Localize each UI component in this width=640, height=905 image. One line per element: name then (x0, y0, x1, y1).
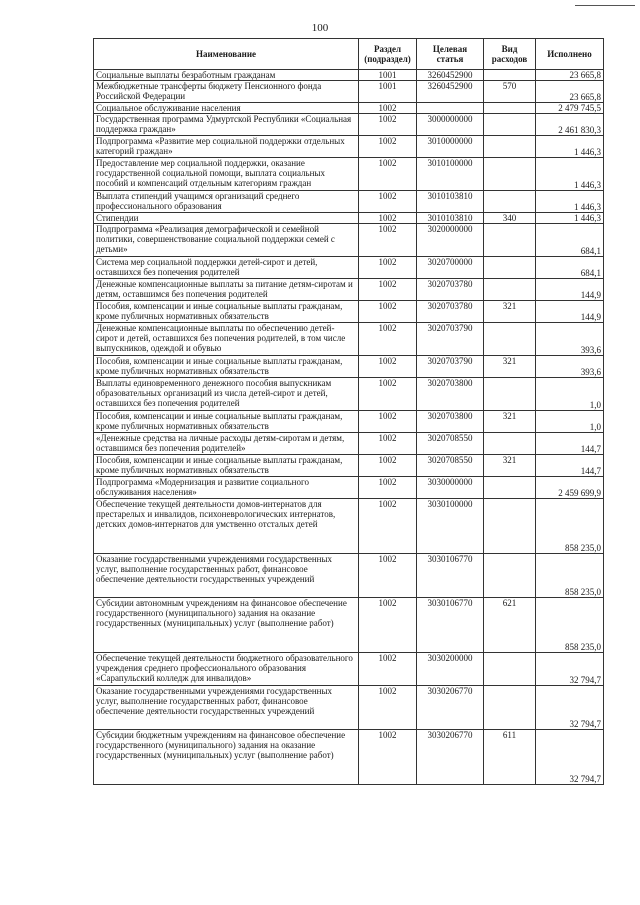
cell-done: 858 235,0 (536, 598, 604, 653)
cell-target: 3020700000 (417, 257, 484, 279)
cell-target: 3020703790 (417, 323, 484, 356)
top-edge-line (575, 5, 635, 6)
cell-target: 3020703800 (417, 378, 484, 411)
cell-done: 2 479 745,5 (536, 103, 604, 114)
cell-section: 1002 (359, 191, 417, 213)
cell-name: «Денежные средства на личные расходы детям-сиротам и детям, оставшимся без попечения родителей» (94, 433, 359, 455)
cell-done: 684,1 (536, 257, 604, 279)
table-row (94, 158, 604, 191)
cell-name: Выплата стипендий учащимся организаций среднего профессионального образования (94, 191, 359, 213)
cell-name: Межбюджетные трансферты бюджету Пенсионного фонда Российской Федерации (94, 81, 359, 103)
header-section: Раздел (подраздел) (359, 39, 417, 70)
cell-target (417, 103, 484, 114)
cell-name: Стипендии (94, 213, 359, 224)
cell-kind: 321 (484, 356, 536, 378)
cell-kind: 570 (484, 81, 536, 103)
cell-kind: 340 (484, 213, 536, 224)
table-row (94, 499, 604, 554)
cell-kind (484, 554, 536, 598)
cell-target: 3010103810 (417, 191, 484, 213)
cell-target: 3020708550 (417, 455, 484, 477)
cell-done: 1 446,3 (536, 158, 604, 191)
table-header-row (94, 39, 604, 70)
header-name: Наименование (94, 39, 359, 70)
cell-target: 3030000000 (417, 477, 484, 499)
cell-name: Обеспечение текущей деятельности бюджетного образовательного учреждения среднего профессионального образования «Сарапульский колледж для инвалидов» (94, 653, 359, 686)
table-row (94, 730, 604, 785)
cell-name: Пособия, компенсации и иные социальные выплаты гражданам, кроме публичных нормативных обязательств (94, 411, 359, 433)
cell-name: Субсидии бюджетным учреждениям на финансовое обеспечение государственного (муниципального) задания на оказание государственных (муниципальных) услуг (выполнение работ) (94, 730, 359, 785)
cell-kind (484, 378, 536, 411)
cell-kind: 611 (484, 730, 536, 785)
cell-done: 144,7 (536, 433, 604, 455)
cell-name: Выплаты единовременного денежного пособия выпускникам образовательных организаций из числа детей-сирот и детей, оставшихся без попечения родителей (94, 378, 359, 411)
cell-section: 1002 (359, 213, 417, 224)
cell-section: 1002 (359, 323, 417, 356)
cell-target: 3020703790 (417, 356, 484, 378)
cell-section: 1002 (359, 653, 417, 686)
cell-section: 1002 (359, 686, 417, 730)
cell-kind (484, 103, 536, 114)
table-row (94, 191, 604, 213)
cell-target: 3030106770 (417, 554, 484, 598)
cell-kind (484, 433, 536, 455)
cell-target: 3020703800 (417, 411, 484, 433)
cell-kind (484, 191, 536, 213)
cell-kind (484, 686, 536, 730)
cell-done: 858 235,0 (536, 554, 604, 598)
cell-name: Пособия, компенсации и иные социальные выплаты гражданам, кроме публичных нормативных обязательств (94, 455, 359, 477)
cell-kind: 321 (484, 301, 536, 323)
cell-target: 3020703780 (417, 279, 484, 301)
cell-kind (484, 323, 536, 356)
cell-done: 144,9 (536, 301, 604, 323)
cell-done: 1 446,3 (536, 191, 604, 213)
cell-kind: 621 (484, 598, 536, 653)
table-row (94, 455, 604, 477)
cell-name: Подпрограмма «Модернизация и развитие социального обслуживания населения» (94, 477, 359, 499)
table-row (94, 114, 604, 136)
cell-done: 393,6 (536, 356, 604, 378)
cell-name: Государственная программа Удмуртской Республики «Социальная поддержка граждан» (94, 114, 359, 136)
cell-done: 1 446,3 (536, 213, 604, 224)
cell-name: Система мер социальной поддержки детей-сирот и детей, оставшихся без попечения родителей (94, 257, 359, 279)
cell-target: 3020703780 (417, 301, 484, 323)
cell-section: 1002 (359, 224, 417, 257)
cell-kind: 321 (484, 411, 536, 433)
cell-done: 2 459 699,9 (536, 477, 604, 499)
cell-name: Пособия, компенсации и иные социальные выплаты гражданам, кроме публичных нормативных обязательств (94, 356, 359, 378)
cell-section: 1002 (359, 114, 417, 136)
table-row (94, 213, 604, 224)
cell-section: 1002 (359, 455, 417, 477)
cell-name: Оказание государственными учреждениями государственных услуг, выполнение государственных работ, финансовое обеспечение деятельности государственных учреждений (94, 686, 359, 730)
cell-name: Подпрограмма «Реализация демографической и семейной политики, совершенствование социальной поддержки семей с детьми» (94, 224, 359, 257)
cell-kind (484, 136, 536, 158)
cell-kind (484, 499, 536, 554)
cell-target: 3030206770 (417, 730, 484, 785)
cell-name: Пособия, компенсации и иные социальные выплаты гражданам, кроме публичных нормативных обязательств (94, 301, 359, 323)
cell-done: 23 665,8 (536, 70, 604, 81)
table-row (94, 598, 604, 653)
cell-target: 3030200000 (417, 653, 484, 686)
cell-section: 1001 (359, 70, 417, 81)
cell-section: 1002 (359, 411, 417, 433)
cell-name: Оказание государственными учреждениями государственных услуг, выполнение государственных работ, финансовое обеспечение деятельности государственных учреждений (94, 554, 359, 598)
header-done: Исполнено (536, 39, 604, 70)
cell-done: 23 665,8 (536, 81, 604, 103)
cell-target: 3260452900 (417, 81, 484, 103)
cell-section: 1002 (359, 279, 417, 301)
cell-done: 144,9 (536, 279, 604, 301)
cell-done: 2 461 830,3 (536, 114, 604, 136)
cell-target: 3000000000 (417, 114, 484, 136)
cell-section: 1002 (359, 103, 417, 114)
cell-name: Денежные компенсационные выплаты по обеспечению детей-сирот и детей, оставшихся без попечения родителей, в том числе выпускников, одеждой и обувью (94, 323, 359, 356)
table-row (94, 81, 604, 103)
cell-section: 1002 (359, 477, 417, 499)
table-row (94, 433, 604, 455)
cell-done: 32 794,7 (536, 653, 604, 686)
table-row (94, 686, 604, 730)
cell-section: 1002 (359, 378, 417, 411)
cell-kind (484, 477, 536, 499)
cell-name: Социальные выплаты безработным гражданам (94, 70, 359, 81)
table-row (94, 224, 604, 257)
cell-done: 393,6 (536, 323, 604, 356)
table-row (94, 301, 604, 323)
table-row (94, 653, 604, 686)
cell-done: 858 235,0 (536, 499, 604, 554)
page-number: 100 (311, 22, 329, 34)
cell-section: 1002 (359, 499, 417, 554)
cell-name: Социальное обслуживание населения (94, 103, 359, 114)
table-row (94, 378, 604, 411)
cell-target: 3010100000 (417, 158, 484, 191)
cell-name: Субсидии автономным учреждениям на финансовое обеспечение государственного (муниципального) задания на оказание государственных (муниципальных) услуг (выполнение работ) (94, 598, 359, 653)
cell-name: Денежные компенсационные выплаты за питание детям-сиротам и детям, оставшимся без попечения родителей (94, 279, 359, 301)
table-row (94, 279, 604, 301)
cell-done: 684,1 (536, 224, 604, 257)
table-row (94, 70, 604, 81)
cell-kind (484, 653, 536, 686)
table-row (94, 477, 604, 499)
cell-done: 1,0 (536, 378, 604, 411)
table-row (94, 411, 604, 433)
cell-name: Подпрограмма «Развитие мер социальной поддержки отдельных категорий граждан» (94, 136, 359, 158)
cell-target: 3020000000 (417, 224, 484, 257)
cell-done: 144,7 (536, 455, 604, 477)
cell-kind (484, 158, 536, 191)
cell-target: 3020708550 (417, 433, 484, 455)
cell-name: Предоставление мер социальной поддержки, оказание государственной социальной помощи, выплата социальных пособий и компенсаций отдельным категориям граждан (94, 158, 359, 191)
cell-section: 1002 (359, 301, 417, 323)
cell-kind (484, 224, 536, 257)
cell-target: 3030100000 (417, 499, 484, 554)
header-kind: Вид расходов (484, 39, 536, 70)
table-row (94, 103, 604, 114)
cell-section: 1002 (359, 598, 417, 653)
cell-section: 1002 (359, 136, 417, 158)
cell-target: 3010000000 (417, 136, 484, 158)
cell-section: 1002 (359, 433, 417, 455)
cell-kind (484, 70, 536, 81)
cell-section: 1001 (359, 81, 417, 103)
budget-table (93, 38, 604, 785)
table-row (94, 554, 604, 598)
cell-section: 1002 (359, 356, 417, 378)
cell-section: 1002 (359, 158, 417, 191)
cell-target: 3010103810 (417, 213, 484, 224)
cell-target: 3260452900 (417, 70, 484, 81)
cell-done: 1,0 (536, 411, 604, 433)
table-row (94, 323, 604, 356)
cell-section: 1002 (359, 554, 417, 598)
cell-kind (484, 114, 536, 136)
cell-done: 1 446,3 (536, 136, 604, 158)
header-target: Целевая статья (417, 39, 484, 70)
cell-target: 3030206770 (417, 686, 484, 730)
table-row (94, 257, 604, 279)
table-row (94, 356, 604, 378)
cell-done: 32 794,7 (536, 686, 604, 730)
cell-section: 1002 (359, 730, 417, 785)
cell-name: Обеспечение текущей деятельности домов-интернатов для престарелых и инвалидов, психоневрологических интернатов, детских домов-интернатов для умственно отсталых детей (94, 499, 359, 554)
cell-section: 1002 (359, 257, 417, 279)
cell-kind: 321 (484, 455, 536, 477)
cell-done: 32 794,7 (536, 730, 604, 785)
cell-target: 3030106770 (417, 598, 484, 653)
cell-kind (484, 279, 536, 301)
table-row (94, 136, 604, 158)
cell-kind (484, 257, 536, 279)
